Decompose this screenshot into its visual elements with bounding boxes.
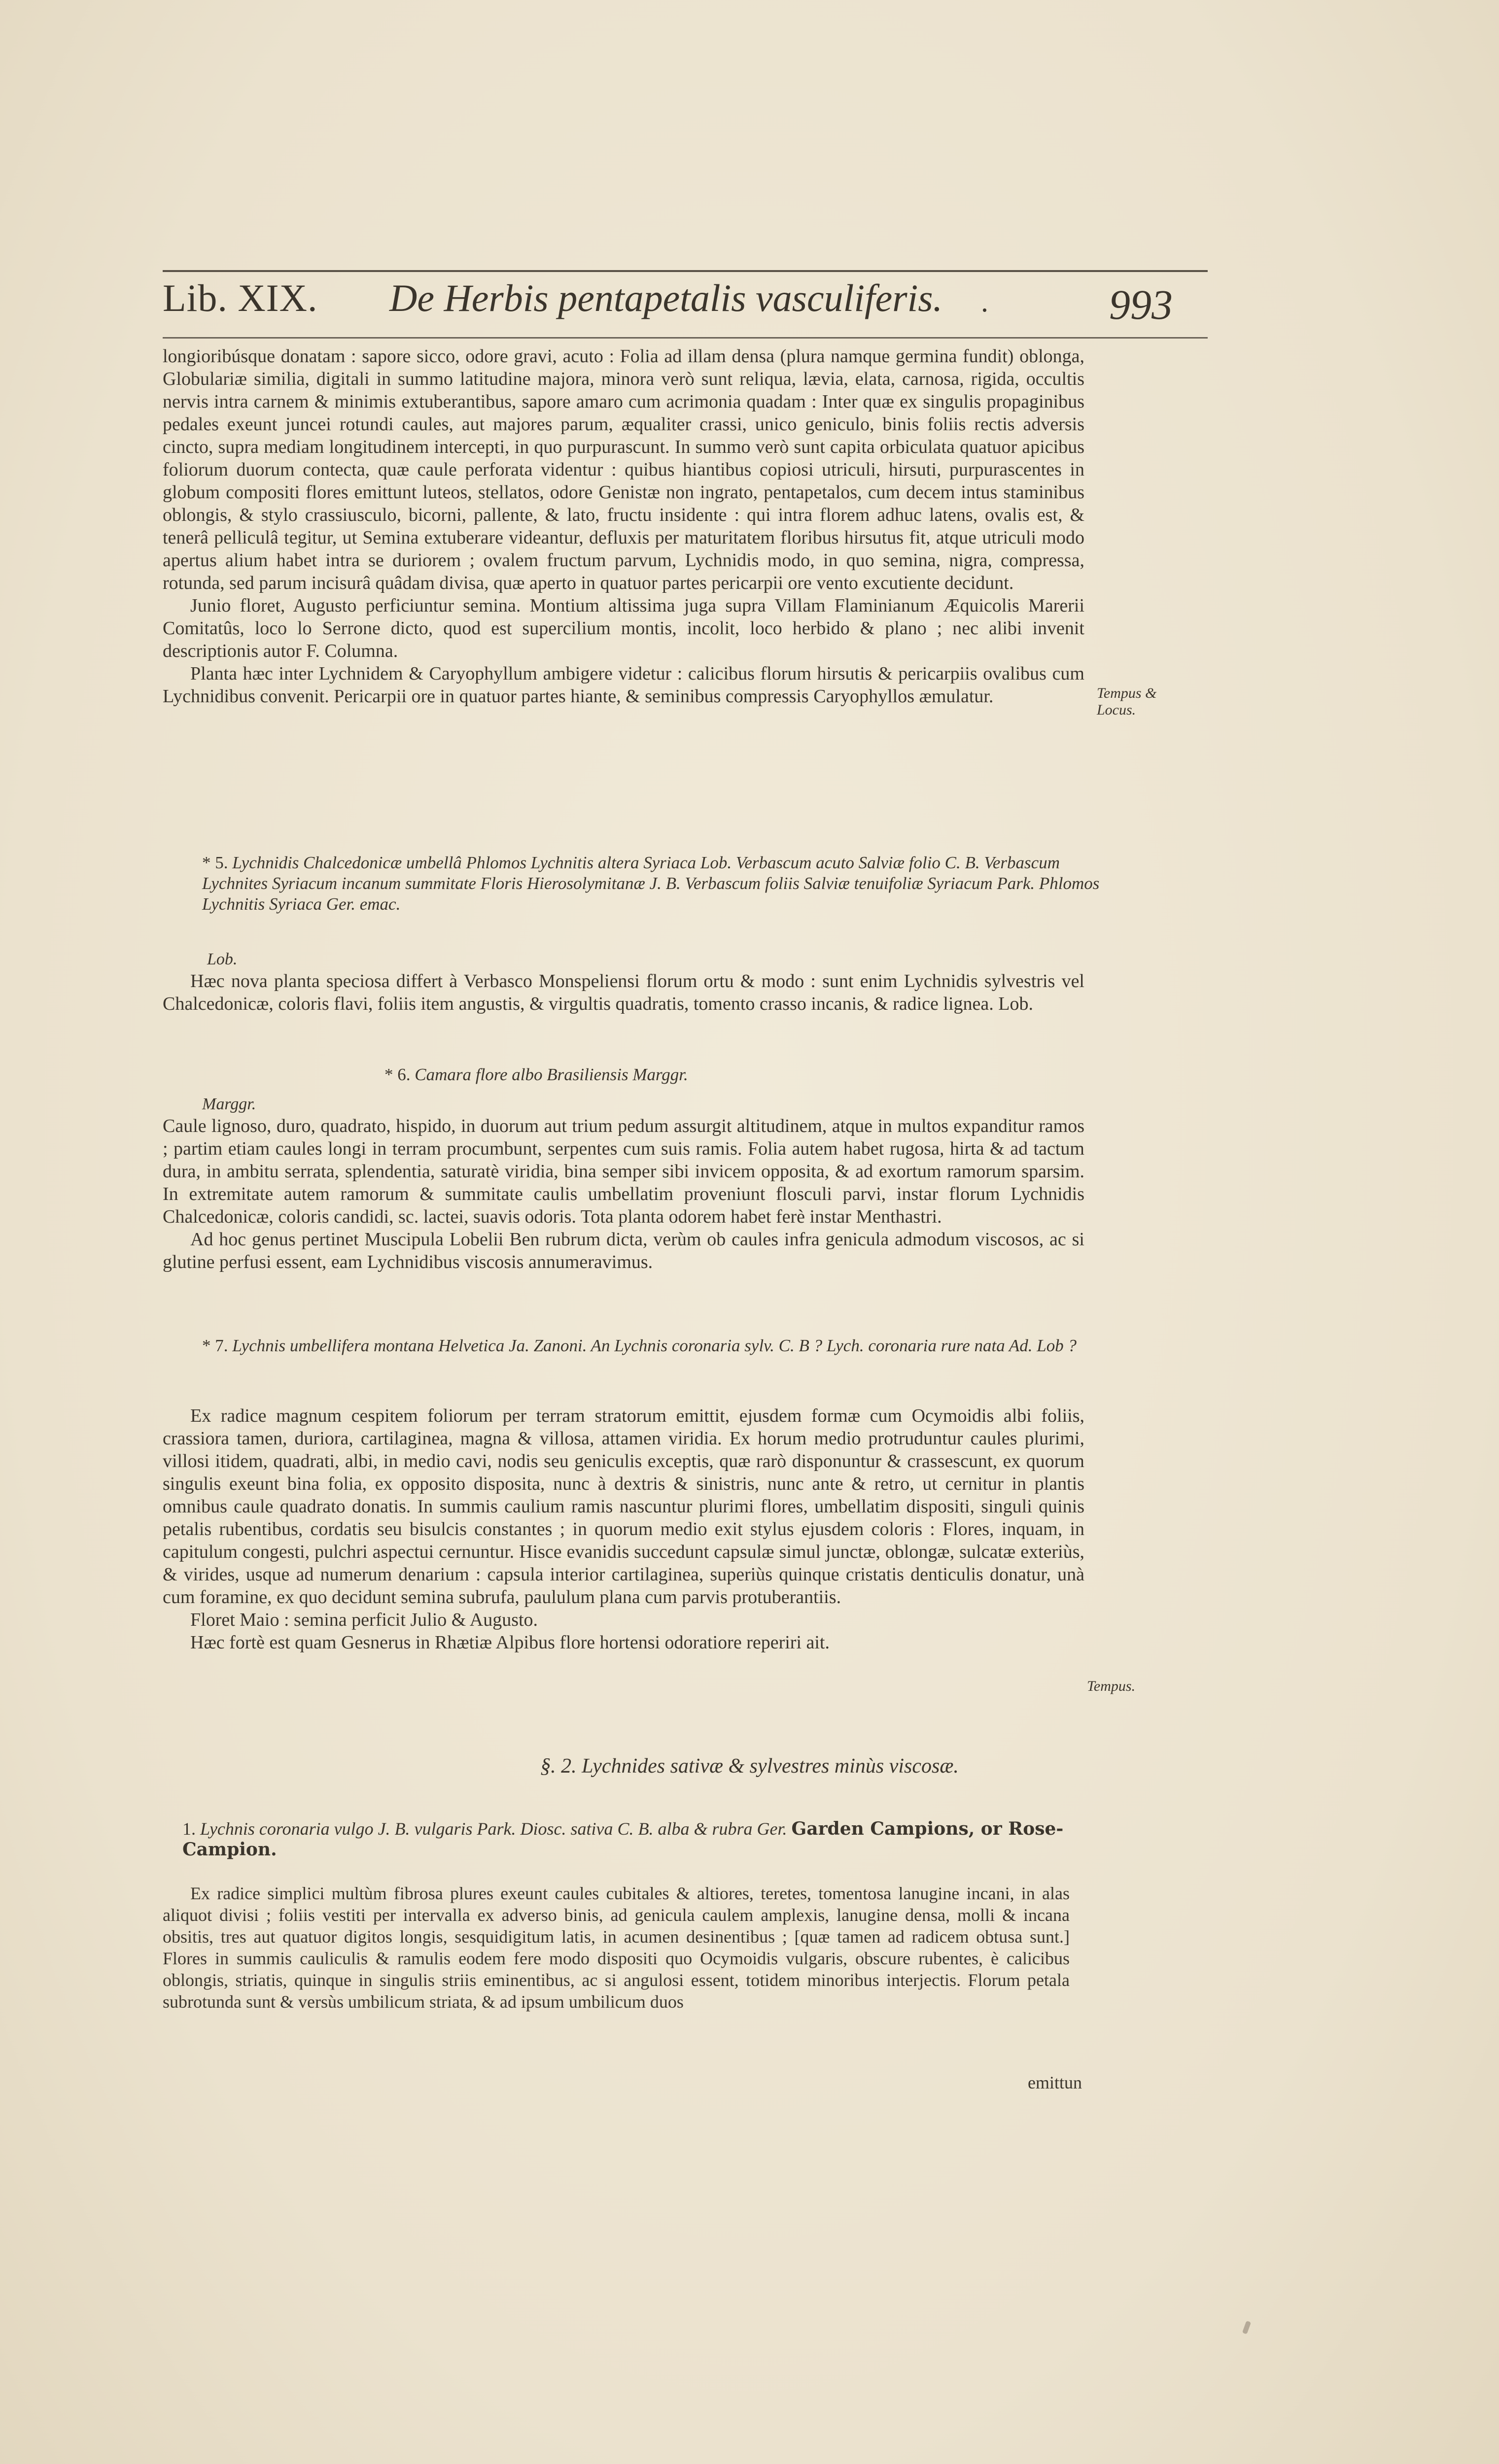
paragraph: Floret Maio : semina perficit Julio & Augusto. [190,1609,538,1630]
header-rule-bottom [163,337,1208,339]
item-6-description [163,1115,1084,1273]
item-6-synonyms [384,1064,1075,1085]
item-1-names: Lychnis coronaria vulgo J. B. vulgaris Park. Diosc. sativa C. B. alba & rubra Ger. [200,1819,787,1839]
page-number: 993 [1109,281,1173,328]
paper-blemish [1242,2321,1251,2334]
paragraph: Junio floret, Augusto perficiuntur semina. Montium altissima juga supra Villam Flaminianum Æquicolis Marerii Comitatûs, loco lo Serrone dicto, quod est supercilium montis, incolit, loco herbido & plano ; nec alibi invenit descriptionis autor F. Columna. [163,595,1084,661]
item-5-marker: * 5. [202,853,228,872]
item-7-synonyms [202,1335,1104,1356]
item-1-english-name: Garden Campions, or Rose-Campion. [182,1818,1064,1860]
margin-note-tempus-locus: Tempus & Locus. [1097,685,1157,718]
item-7-marker: * 7. [202,1336,228,1355]
section-heading: §. 2. Lychnides sativæ & sylvestres minùs viscosæ. [540,1755,959,1778]
header-rule-top [163,270,1208,272]
item-5-author: Lob. [207,950,238,968]
running-title: De Herbis pentapetalis vasculiferis. [389,276,943,319]
item-5-description [163,970,1084,1015]
paragraph: Caule lignoso, duro, quadrato, hispido, in duorum aut trium pedum assurgit altitudinem, atque in multos expanditur ramos ; partim etiam caules longi in terram procumbunt, serpentes cum suis ramis. Folia autem habet rugosa, hirta & ad tactum dura, in ambitu serrata, splendentia, saturatè viridia, bina semper sibi invicem opposita, & ad exortum ramorum sparsim. In extremitate autem ramorum & summitate caulis umbellatim proveniunt flosculi parvi, instar florum Lychnidis Chalcedonicæ, coloris candidi, sc. lactei, suavis odoris. Tota planta odorem habet ferè instar Menthastri. [163,1116,1084,1227]
catchword: emittun [1028,2073,1082,2092]
paragraph: Ex radice simplici multùm fibrosa plures exeunt caules cubitales & altiores, teretes, tomentosa lanugine incani, in alas aliquot divisi ; foliis vestiti per intervalla ex adverso binis, ad genicula caulem amplexis, lanugine densa, molli & incana obsitis, tres aut quatuor digitos longis, sesquidigitum latis, in acumen desinentibus ; [quæ tamen ad radicem obtusa sunt.] Flores in summis cauliculis & ramulis eodem fere modo dispositi quo Ocymoidis vulgaris, obscure rubentes, è calicibus oblongis, striatis, quinque in singulis striis eminentibus, ac si angulosi essent, totidem minoribus interjectis. Florum petala subrotunda sunt & versùs umbilicum striata, & ad ipsum umbilicum duos [163,1883,1070,2012]
item-5-names: Lychnidis Chalcedonicæ umbellâ Phlomos Lychnitis altera Syriaca Lob. Verbascum acuto Salviæ folio C. B. Verbascum Lychnites Syriacum incanum summitate Floris Hierosolymitanæ J. B. Verbascum foliis Salviæ tenuifoliæ Syriacum Park. Phlomos Lychnitis Syriaca Ger. emac. [202,853,1100,914]
margin-note-tempus: Tempus. [1087,1678,1136,1694]
paragraph: Ad hoc genus pertinet Muscipula Lobelii Ben rubrum dicta, verùm ob caules infra genicula admodum viscosos, ac si glutine perfusi essent, eam Lychnidibus viscosis annumeravimus. [163,1229,1084,1272]
paragraph: Hæc fortè est quam Gesnerus in Rhætiæ Alpibus flore hortensi odoratiore reperiri ait. [190,1632,830,1653]
header-dot: . [981,285,988,318]
item-1-synonyms [182,1818,1094,1860]
paragraph: Planta hæc inter Lychnidem & Caryophyllum ambigere videtur : calicibus florum hirsutis & pericarpiis ovalibus cum Lychnidibus convenit. Pericarpii ore in quatuor partes hiante, & seminibus compressis Caryophyllos æmulatur. [163,663,1084,707]
item-6-marker: * 6. [384,1065,411,1084]
item-6-names: Camara flore albo Brasiliensis Marggr. [415,1065,688,1084]
item-7-description [163,1404,1084,1654]
item-5-synonyms [202,853,1104,915]
item-7-names: Lychnis umbellifera montana Helvetica Ja. Zanoni. An Lychnis coronaria sylv. C. B ? Lych. coronaria rure nata Ad. Lob ? [232,1336,1077,1355]
item-1-description [163,1882,1070,2013]
book-number: Lib. XIX. [163,276,318,319]
item-1-marker: 1. [182,1819,196,1839]
paragraph: longioribúsque donatam : sapore sicco, odore gravi, acuto : Folia ad illam densa (plura namque germina fundit) oblonga, Globulariæ similia, digitali in summo latitudine majora, minora verò sunt reliqua, lævia, elata, carnosa, rigida, occultis nervis intra carnem & minimis extuberantibus, sapore amaro cum acrimonia quadam : Inter quæ ex singulis propaginibus pedales exeunt juncei rotundi caules, aut majores parum, æqualiter crassi, unico geniculo, binis foliis rectis adversis cincto, supra mediam longitudinem intercepti, in quo purpurascunt. In summo verò sunt capita orbiculata quatuor apicibus foliorum duorum contecta, quæ caule perforata videntur : quibus hiantibus copiosi utriculi, hirsuti, purpurascentes in globum compositi flores emittunt luteos, stellatos, odore Genistæ non ingrato, pentapetalos, cum decem intus staminibus oblongis, & stylo crassiusculo, bicorni, pallente, & lato, fructu insidente : qui intra florem adhuc latens, ovalis est, & tenerâ pelliculâ tegitur, ut Semina extuberare videantur, defluxis per maturitatem floribus hirsutus fit, atque utriculi modo apertus alium habet intra se duriorem ; ovalem fructum parvum, Lychnidis modo, in quo semina, nigra, compressa, rotunda, sed parum incisurâ quâdam divisa, quæ aperto in quatuor partes pericarpii ore vento excutiente decidunt. [163,346,1084,593]
paragraph: Hæc nova planta speciosa differt à Verbasco Monspeliensi florum ortu & modo : sunt enim Lychnidis sylvestris vel Chalcedonicæ, coloris flavi, foliis item angustis, & virgultis quadratis, tomento crasso incanis, & radice lignea. Lob. [163,971,1084,1014]
item-6-author: Marggr. [202,1095,256,1113]
continued-description [163,345,1084,708]
paragraph: Ex radice magnum cespitem foliorum per terram stratorum emittit, ejusdem formæ cum Ocymoidis albi foliis, crassiora tamen, duriora, cartilaginea, magna & villosa, attamen viridia. Ex horum medio protruduntur caules plurimi, villosi itidem, quadrati, albi, in medio cavi, nodis seu geniculis exceptis, quæ rarò disponuntur & crassescunt, ex quorum singulis exeunt bina folia, ex opposito disposita, nunc à dextris & sinistris, nunc ante & retro, ut cernitur in plantis omnibus caule quadrato donatis. In summis caulium ramis nascuntur plurimi flores, umbellatim dispositi, singuli quinis petalis rubentibus, cordatis seu bisulcis constantes ; in quorum medio exit stylus ejusdem coloris : Flores, inquam, in capitulum congesti, pulchri aspectui cernuntur. Hisce evanidis succedunt capsulæ simul junctæ, oblongæ, sulcatæ exteriùs, & virides, usque ad numerum denarium : capsula interior cartilaginea, superiùs quinque cristatis denticulis donatur, unà cum foramine, ex quo decidunt semina subrufa, paululum plana cum parvis protuberantiis. [163,1405,1084,1608]
